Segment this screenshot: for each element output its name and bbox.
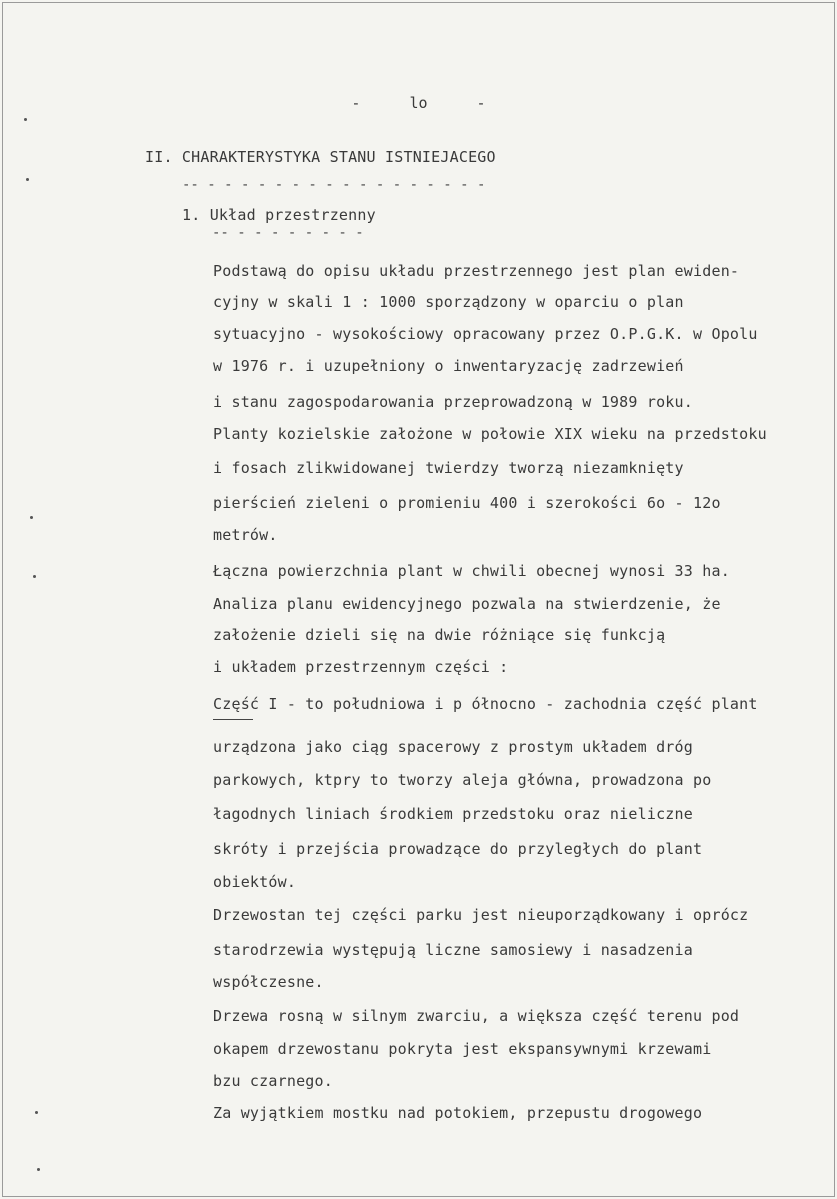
text-line: parkowych, ktpry to tworzy aleja główna, prowadzona po xyxy=(213,771,712,789)
text-line: skróty i przejścia prowadzące do przyległych do plant xyxy=(213,840,703,858)
text-line: Część I - to południowa i p ółnocno - zachodnia część plant xyxy=(213,695,758,713)
text-line: bzu czarnego. xyxy=(213,1072,333,1090)
text-line: okapem drzewostanu pokryta jest ekspansywnymi krzewami xyxy=(213,1040,712,1058)
text-line: cyjny w skali 1 : 1000 sporządzony w oparciu o plan xyxy=(213,293,684,311)
text-line: Podstawą do opisu układu przestrzennego jest plan ewiden- xyxy=(213,262,740,280)
section-heading-underline: -- - - - - - - - - - - - - - - - - - xyxy=(182,177,486,193)
subsection-heading-underline: -- - - - - - - - - xyxy=(212,225,364,241)
text-line: Łączna powierzchnia plant w chwili obecnej wynosi 33 ha. xyxy=(213,562,730,580)
text-line: i stanu zagospodarowania przeprowadzoną w 1989 roku. xyxy=(213,393,693,411)
text-line: w 1976 r. i uzupełniony o inwentaryzację zadrzewień xyxy=(213,357,684,375)
paper-speck xyxy=(26,178,29,181)
text-line: pierścień zieleni o promieniu 400 i szerokości 6o - 12o xyxy=(213,494,721,512)
paper-speck xyxy=(33,575,36,578)
part-label-underline xyxy=(213,719,253,720)
page-number: - lo - xyxy=(351,94,486,112)
paper-speck xyxy=(24,118,27,121)
text-line: obiektów. xyxy=(213,873,297,891)
text-line: sytuacyjno - wysokościowy opracowany przez O.P.G.K. w Opolu xyxy=(213,325,758,343)
text-line: metrów. xyxy=(213,526,278,544)
text-line: Drzewa rosną w silnym zwarciu, a większa część terenu pod xyxy=(213,1007,740,1025)
text-line: i układem przestrzennym części : xyxy=(213,658,509,676)
paper-speck xyxy=(37,1168,40,1171)
text-line: Planty kozielskie założone w połowie XIX wieku na przedstoku xyxy=(213,425,767,443)
text-line: starodrzewia występują liczne samosiewy i nasadzenia xyxy=(213,941,693,959)
text-line: Drzewostan tej części parku jest nieuporządkowany i oprócz xyxy=(213,906,749,924)
text-line: założenie dzieli się na dwie różniące się funkcją xyxy=(213,626,666,644)
text-line: Za wyjątkiem mostku nad potokiem, przepustu drogowego xyxy=(213,1104,703,1122)
text-line: i fosach zlikwidowanej twierdzy tworzą niezamknięty xyxy=(213,459,684,477)
paper-speck xyxy=(35,1111,38,1114)
text-line: współczesne. xyxy=(213,973,324,991)
text-line: urządzona jako ciąg spacerowy z prostym układem dróg xyxy=(213,738,693,756)
subsection-heading: 1. Układ przestrzenny xyxy=(182,206,376,224)
section-heading: II. CHARAKTERYSTYKA STANU ISTNIEJACEGO xyxy=(145,148,496,166)
paper-speck xyxy=(30,516,33,519)
text-line: Analiza planu ewidencyjnego pozwala na stwierdzenie, że xyxy=(213,595,721,613)
text-line: łagodnych liniach środkiem przedstoku oraz nieliczne xyxy=(213,805,693,823)
